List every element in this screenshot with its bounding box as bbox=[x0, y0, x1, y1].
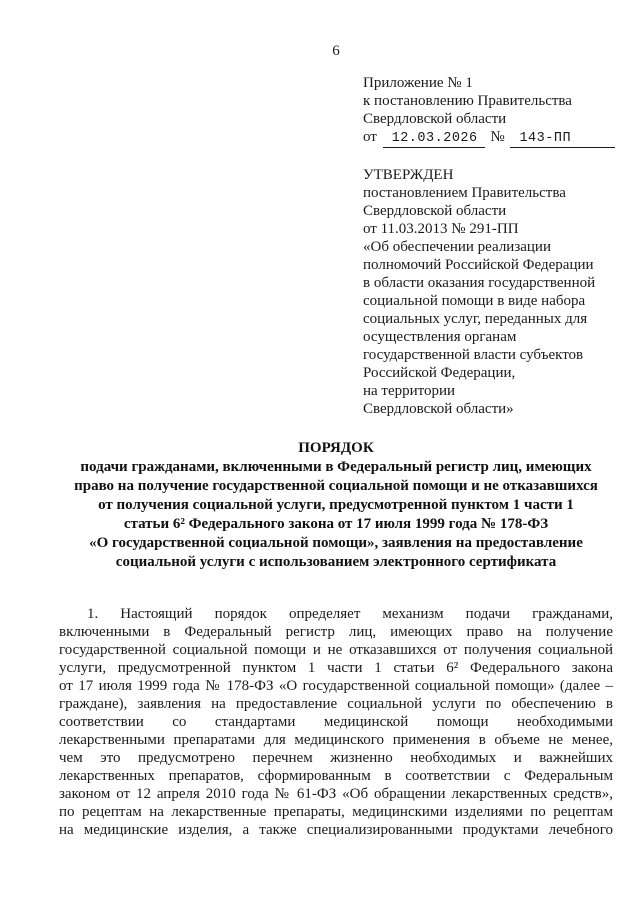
annex-date-number-line bbox=[363, 128, 640, 148]
approval-line: в области оказания государственной bbox=[363, 275, 596, 291]
document-title-line: статьи 6² Федерального закона от 17 июля 1999 года № 178-ФЗ bbox=[123, 516, 549, 532]
body-line: на медицинские изделия, а также специализированными продуктами лечебного bbox=[59, 822, 613, 838]
annex-date-value: 12.03.2026 bbox=[383, 131, 485, 148]
annex-number-value: 143-ПП bbox=[510, 131, 615, 148]
body-line: 1. Настоящий порядок определяет механизм подачи гражданами, bbox=[87, 606, 613, 622]
approval-block bbox=[363, 166, 640, 418]
approval-line: «Об обеспечении реализации bbox=[363, 239, 551, 255]
approval-line: социальных услуг, переданных для bbox=[363, 311, 588, 327]
annex-line: Приложение № 1 bbox=[363, 75, 473, 91]
approval-line: осуществления органам bbox=[363, 329, 517, 345]
approval-line: от 11.03.2013 № 291-ПП bbox=[363, 221, 519, 237]
annex-line: к постановлению Правительства bbox=[363, 93, 572, 109]
document-title bbox=[59, 439, 613, 572]
body-line: государственной социальной помощи и не отказавшихся от получения социальной bbox=[59, 642, 613, 658]
body-line: законом от 12 апреля 2010 года № 61-ФЗ «Об обращении лекарственных средств», bbox=[59, 786, 613, 802]
annex-block bbox=[363, 74, 640, 148]
approval-line: Российской Федерации, bbox=[363, 365, 516, 381]
document-title-caption: ПОРЯДОК bbox=[298, 440, 374, 456]
body-line: от 17 июля 1999 года № 178-ФЗ «О государственной социальной помощи» (далее – bbox=[59, 678, 613, 694]
approval-line: полномочий Российской Федерации bbox=[363, 257, 594, 273]
document-title-line: социальной услуги с использованием электронного сертификата bbox=[115, 554, 557, 570]
body-line: включенными в Федеральный регистр лиц, имеющих право на получение bbox=[59, 624, 613, 640]
annex-number-label: № bbox=[490, 129, 505, 145]
body-paragraph bbox=[59, 605, 613, 839]
annex-line: Свердловской области bbox=[363, 111, 507, 127]
body-line: услуги, предусмотренной пунктом 1 части 1 статьи 6² Федерального закона bbox=[59, 660, 613, 676]
document-title-line: право на получение государственной социальной помощи и не отказавшихся bbox=[74, 478, 598, 494]
approval-line: Свердловской области» bbox=[363, 401, 514, 417]
approval-line: Свердловской области bbox=[363, 203, 507, 219]
body-line: лекарственных препаратов, сформированным в соответствии с Федеральным bbox=[59, 768, 613, 784]
approval-line: социальной помощи в виде набора bbox=[363, 293, 586, 309]
approval-line: на территории bbox=[363, 383, 456, 399]
body-line: соответствии со стандартами медицинской помощи необходимыми bbox=[59, 714, 613, 730]
annex-date-label: от bbox=[363, 129, 377, 145]
page-number: 6 bbox=[332, 43, 340, 59]
body-line: лекарственными препаратами для медицинского применения в объеме не менее, bbox=[59, 732, 613, 748]
body-line: граждане), заявления на предоставление социальной услуги по обеспечению в bbox=[59, 696, 613, 712]
document-title-line: от получения социальной услуги, предусмотренной пунктом 1 части 1 bbox=[98, 497, 574, 513]
body-line: по рецептам на лекарственные препараты, медицинскими изделиями по рецептам bbox=[59, 804, 613, 820]
approval-line: государственной власти субъектов bbox=[363, 347, 584, 363]
approval-line: постановлением Правительства bbox=[363, 185, 566, 201]
document-title-line: подачи гражданами, включенными в Федеральный регистр лиц, имеющих bbox=[80, 459, 592, 475]
body-line: чем это предусмотрено перечнем жизненно необходимых и важнейших bbox=[59, 750, 613, 766]
approval-line: УТВЕРЖДЕН bbox=[363, 167, 454, 183]
document-title-line: «О государственной социальной помощи», заявления на предоставление bbox=[89, 535, 583, 551]
